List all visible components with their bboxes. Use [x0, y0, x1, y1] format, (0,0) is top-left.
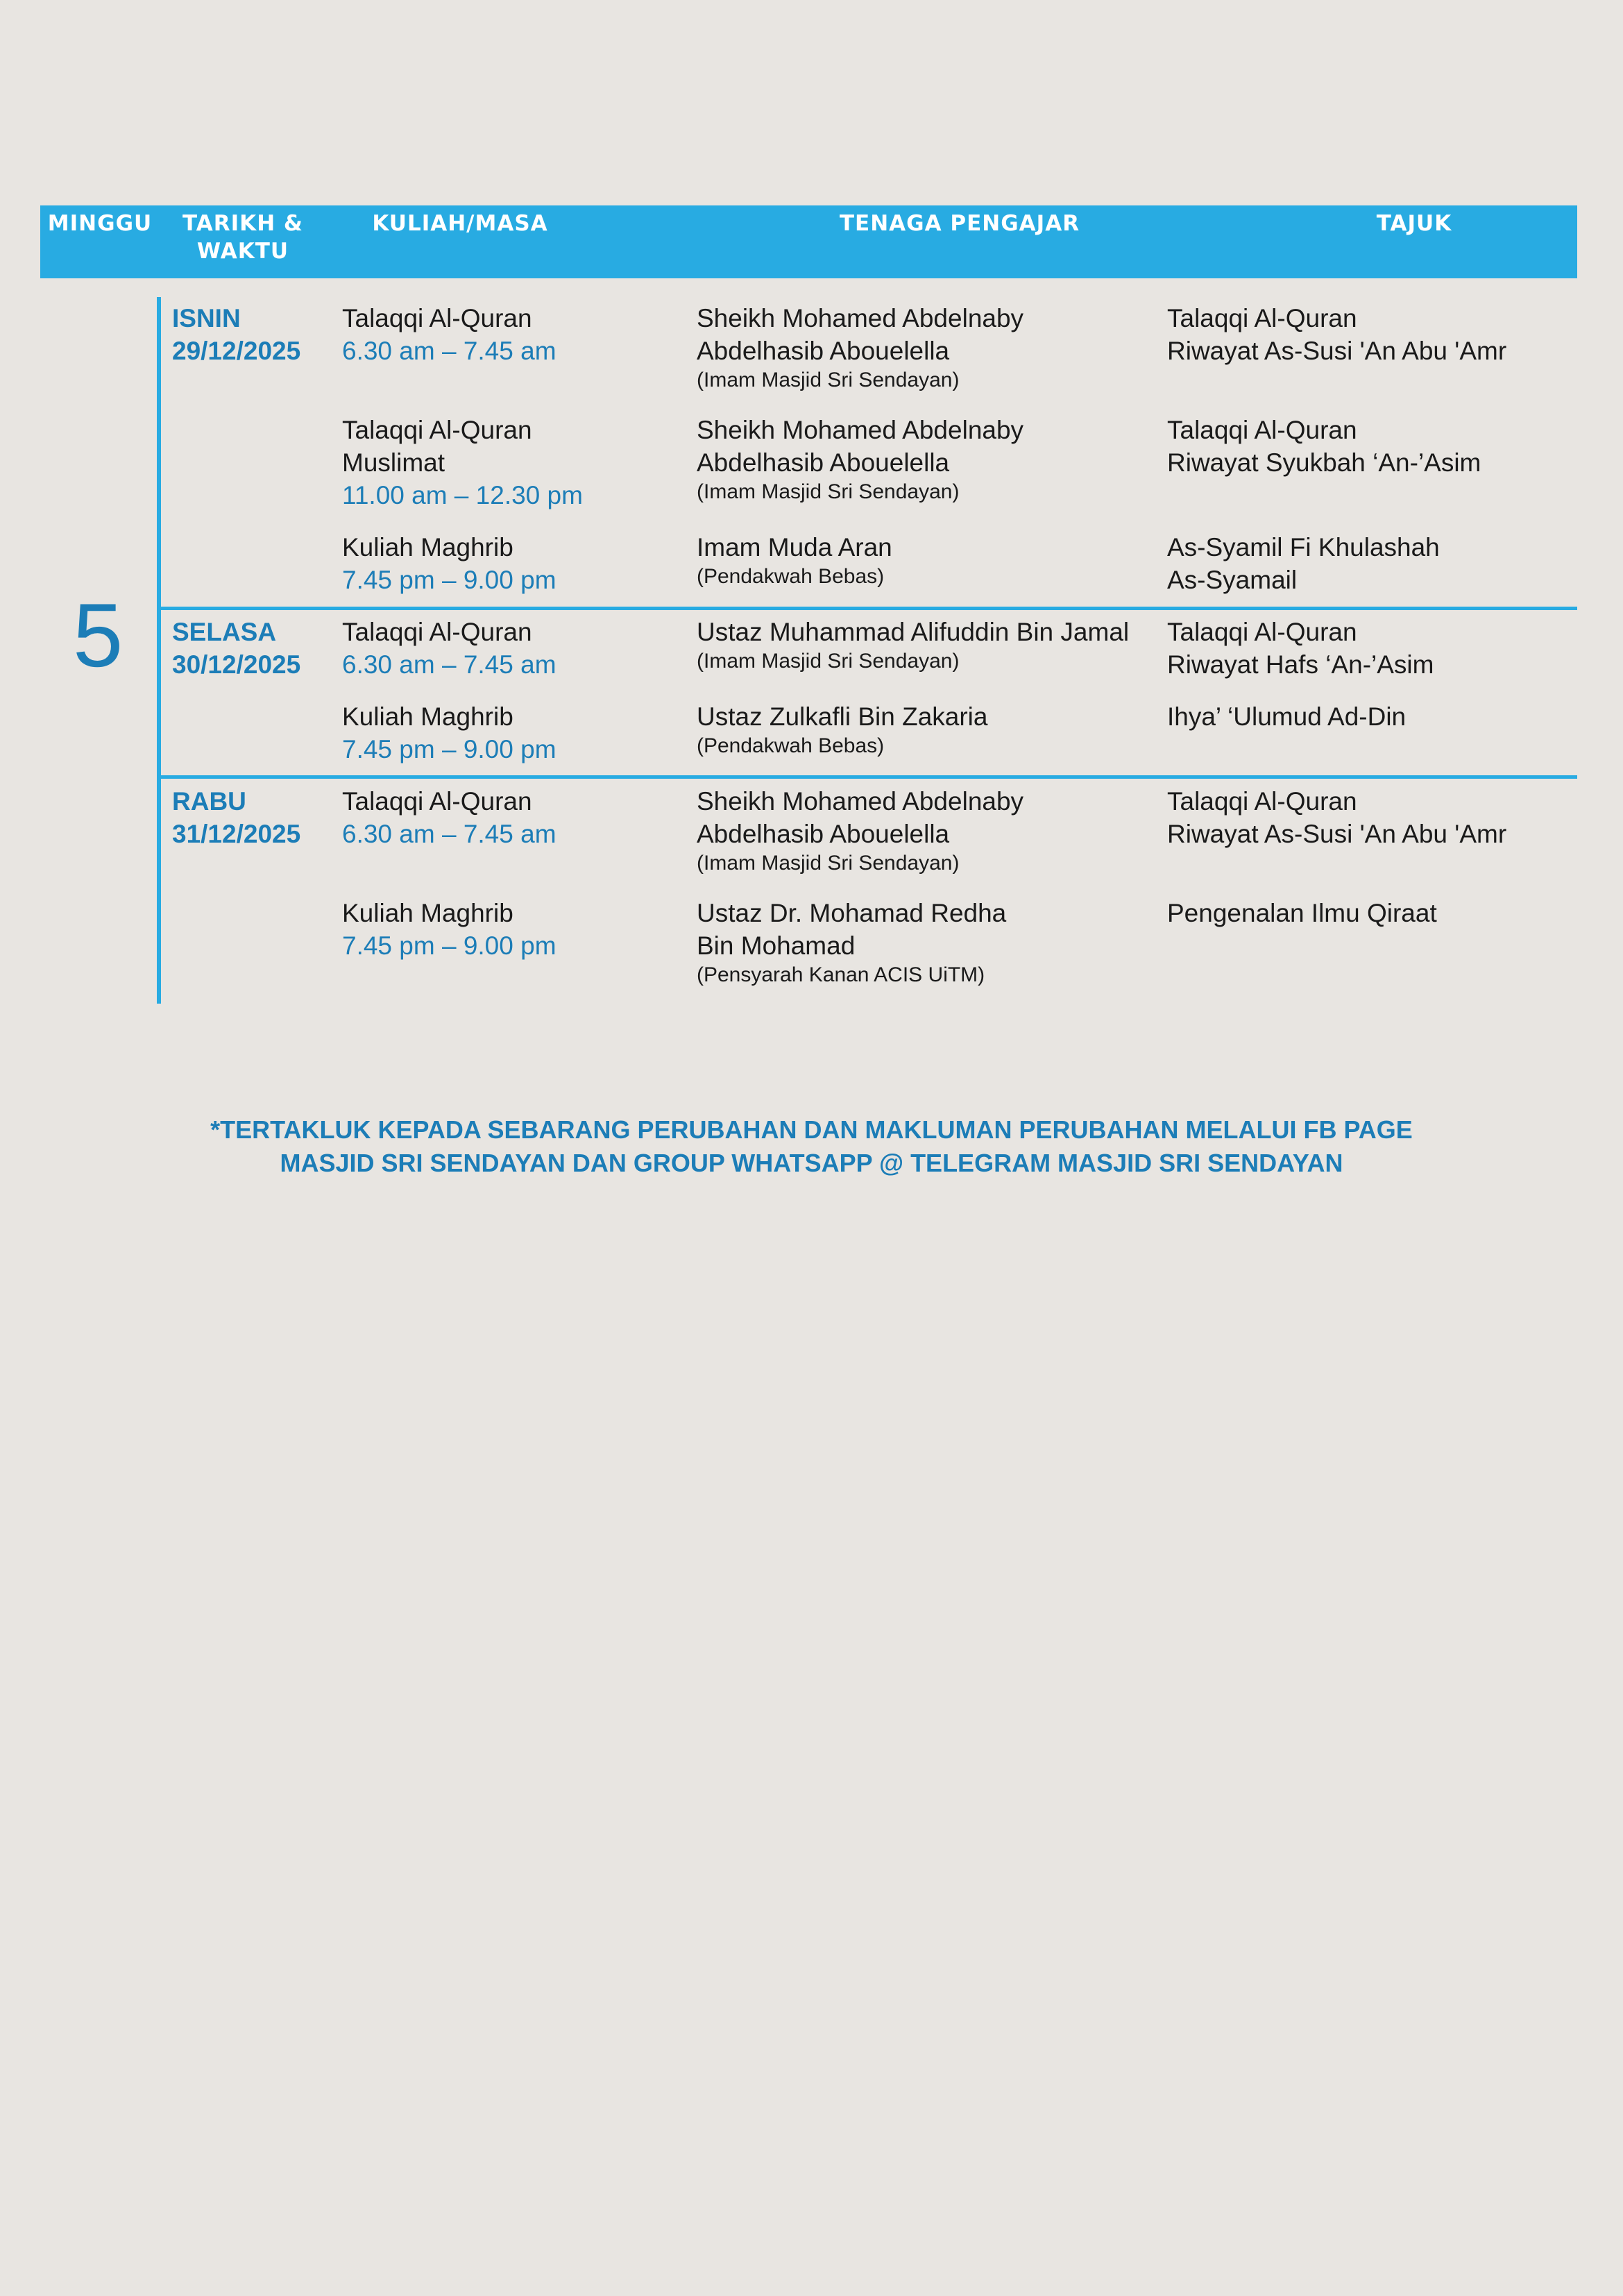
topic-line: Talaqqi Al-Quran: [1167, 618, 1357, 646]
session-teacher: [697, 414, 1023, 505]
kuliah-time: 7.45 pm – 9.00 pm: [342, 931, 556, 960]
session-teacher: [697, 616, 1129, 675]
session-topic: [1167, 700, 1406, 733]
teacher-role: (Imam Masjid Sri Sendayan): [697, 480, 960, 503]
teacher-role: (Imam Masjid Sri Sendayan): [697, 852, 960, 875]
day-date: 30/12/2025: [172, 650, 301, 679]
session-kuliah: [342, 531, 556, 596]
teacher-name: Abdelhasib Abouelella: [697, 337, 950, 365]
day-divider: [157, 775, 1577, 779]
teacher-role: (Pensyarah Kanan ACIS UiTM): [697, 963, 985, 986]
header-tenaga: TENAGA PENGAJAR: [839, 211, 1080, 236]
teacher-name: Abdelhasib Abouelella: [697, 820, 950, 848]
session-kuliah: [342, 616, 556, 681]
week-divider-vertical: [157, 297, 161, 1004]
teacher-name: Sheikh Mohamed Abdelnaby: [697, 416, 1024, 444]
topic-line: As-Syamail: [1167, 566, 1298, 594]
kuliah-time: 7.45 pm – 9.00 pm: [342, 735, 556, 763]
session-topic: [1167, 531, 1440, 596]
footer-note: [0, 1113, 1623, 1180]
teacher-name: Bin Mohamad: [697, 931, 856, 960]
session-kuliah: [342, 700, 556, 766]
header-tajuk: TAJUK: [1376, 211, 1452, 236]
day-selasa: [172, 616, 300, 681]
teacher-role: (Pendakwah Bebas): [697, 734, 885, 757]
kuliah-title: Muslimat: [342, 448, 445, 477]
session-teacher: [697, 897, 1006, 988]
session-topic: [1167, 785, 1506, 850]
topic-line: Talaqqi Al-Quran: [1167, 304, 1357, 332]
header-minggu: MINGGU: [47, 211, 153, 236]
teacher-role: (Imam Masjid Sri Sendayan): [697, 650, 960, 673]
session-kuliah: [342, 302, 556, 367]
session-topic: [1167, 897, 1437, 929]
kuliah-time: 6.30 am – 7.45 am: [342, 337, 556, 365]
session-teacher: [697, 302, 1023, 394]
session-teacher: [697, 785, 1023, 877]
week-number: 5: [73, 584, 124, 686]
session-topic: [1167, 616, 1434, 681]
session-kuliah: [342, 414, 583, 512]
teacher-name: Imam Muda Aran: [697, 533, 892, 562]
session-kuliah: [342, 897, 556, 962]
kuliah-time: 6.30 am – 7.45 am: [342, 820, 556, 848]
day-name: SELASA: [172, 618, 277, 646]
kuliah-title: Kuliah Maghrib: [342, 899, 513, 927]
topic-line: Pengenalan Ilmu Qiraat: [1167, 899, 1437, 927]
teacher-name: Sheikh Mohamed Abdelnaby: [697, 787, 1024, 816]
kuliah-title: Talaqqi Al-Quran: [342, 618, 532, 646]
day-name: RABU: [172, 787, 246, 816]
topic-line: Riwayat Syukbah ‘An-’Asim: [1167, 448, 1481, 477]
kuliah-title: Talaqqi Al-Quran: [342, 787, 532, 816]
topic-line: Talaqqi Al-Quran: [1167, 416, 1357, 444]
session-kuliah: [342, 785, 556, 850]
topic-line: Ihya’ ‘Ulumud Ad-Din: [1167, 702, 1407, 731]
session-teacher: [697, 531, 892, 590]
topic-line: Riwayat Hafs ‘An-’Asim: [1167, 650, 1434, 679]
table-header: [40, 205, 1577, 278]
day-rabu: [172, 785, 300, 850]
header-tarikh-line1: TARIKH &: [182, 211, 303, 236]
kuliah-time: 11.00 am – 12.30 pm: [342, 481, 583, 509]
header-kuliah: KULIAH/MASA: [372, 211, 548, 236]
teacher-role: (Imam Masjid Sri Sendayan): [697, 369, 960, 391]
topic-line: Talaqqi Al-Quran: [1167, 787, 1357, 816]
session-topic: [1167, 414, 1481, 479]
session-topic: [1167, 302, 1506, 367]
day-isnin: [172, 302, 300, 367]
teacher-name: Abdelhasib Abouelella: [697, 448, 950, 477]
teacher-role: (Pendakwah Bebas): [697, 565, 885, 588]
day-date: 31/12/2025: [172, 820, 301, 848]
teacher-name: Sheikh Mohamed Abdelnaby: [697, 304, 1024, 332]
kuliah-time: 6.30 am – 7.45 am: [342, 650, 556, 679]
kuliah-title: Talaqqi Al-Quran: [342, 416, 532, 444]
day-divider: [157, 607, 1577, 610]
footer-line1: *TERTAKLUK KEPADA SEBARANG PERUBAHAN DAN MAKLUMAN PERUBAHAN MELALUI FB PAGE: [210, 1115, 1413, 1144]
kuliah-title: Kuliah Maghrib: [342, 702, 513, 731]
topic-line: Riwayat As-Susi 'An Abu 'Amr: [1167, 820, 1507, 848]
teacher-name: Ustaz Muhammad Alifuddin Bin Jamal: [697, 618, 1130, 646]
kuliah-title: Kuliah Maghrib: [342, 533, 513, 562]
day-name: ISNIN: [172, 304, 241, 332]
day-date: 29/12/2025: [172, 337, 301, 365]
topic-line: As-Syamil Fi Khulashah: [1167, 533, 1440, 562]
footer-line2: MASJID SRI SENDAYAN DAN GROUP WHATSAPP @ TELEGRAM MASJID SRI SENDAYAN: [280, 1149, 1343, 1177]
session-teacher: [697, 700, 987, 759]
teacher-name: Ustaz Zulkafli Bin Zakaria: [697, 702, 988, 731]
kuliah-time: 7.45 pm – 9.00 pm: [342, 566, 556, 594]
kuliah-title: Talaqqi Al-Quran: [342, 304, 532, 332]
header-tarikh: [173, 205, 312, 265]
header-tarikh-line2: WAKTU: [196, 239, 289, 264]
topic-line: Riwayat As-Susi 'An Abu 'Amr: [1167, 337, 1507, 365]
teacher-name: Ustaz Dr. Mohamad Redha: [697, 899, 1007, 927]
